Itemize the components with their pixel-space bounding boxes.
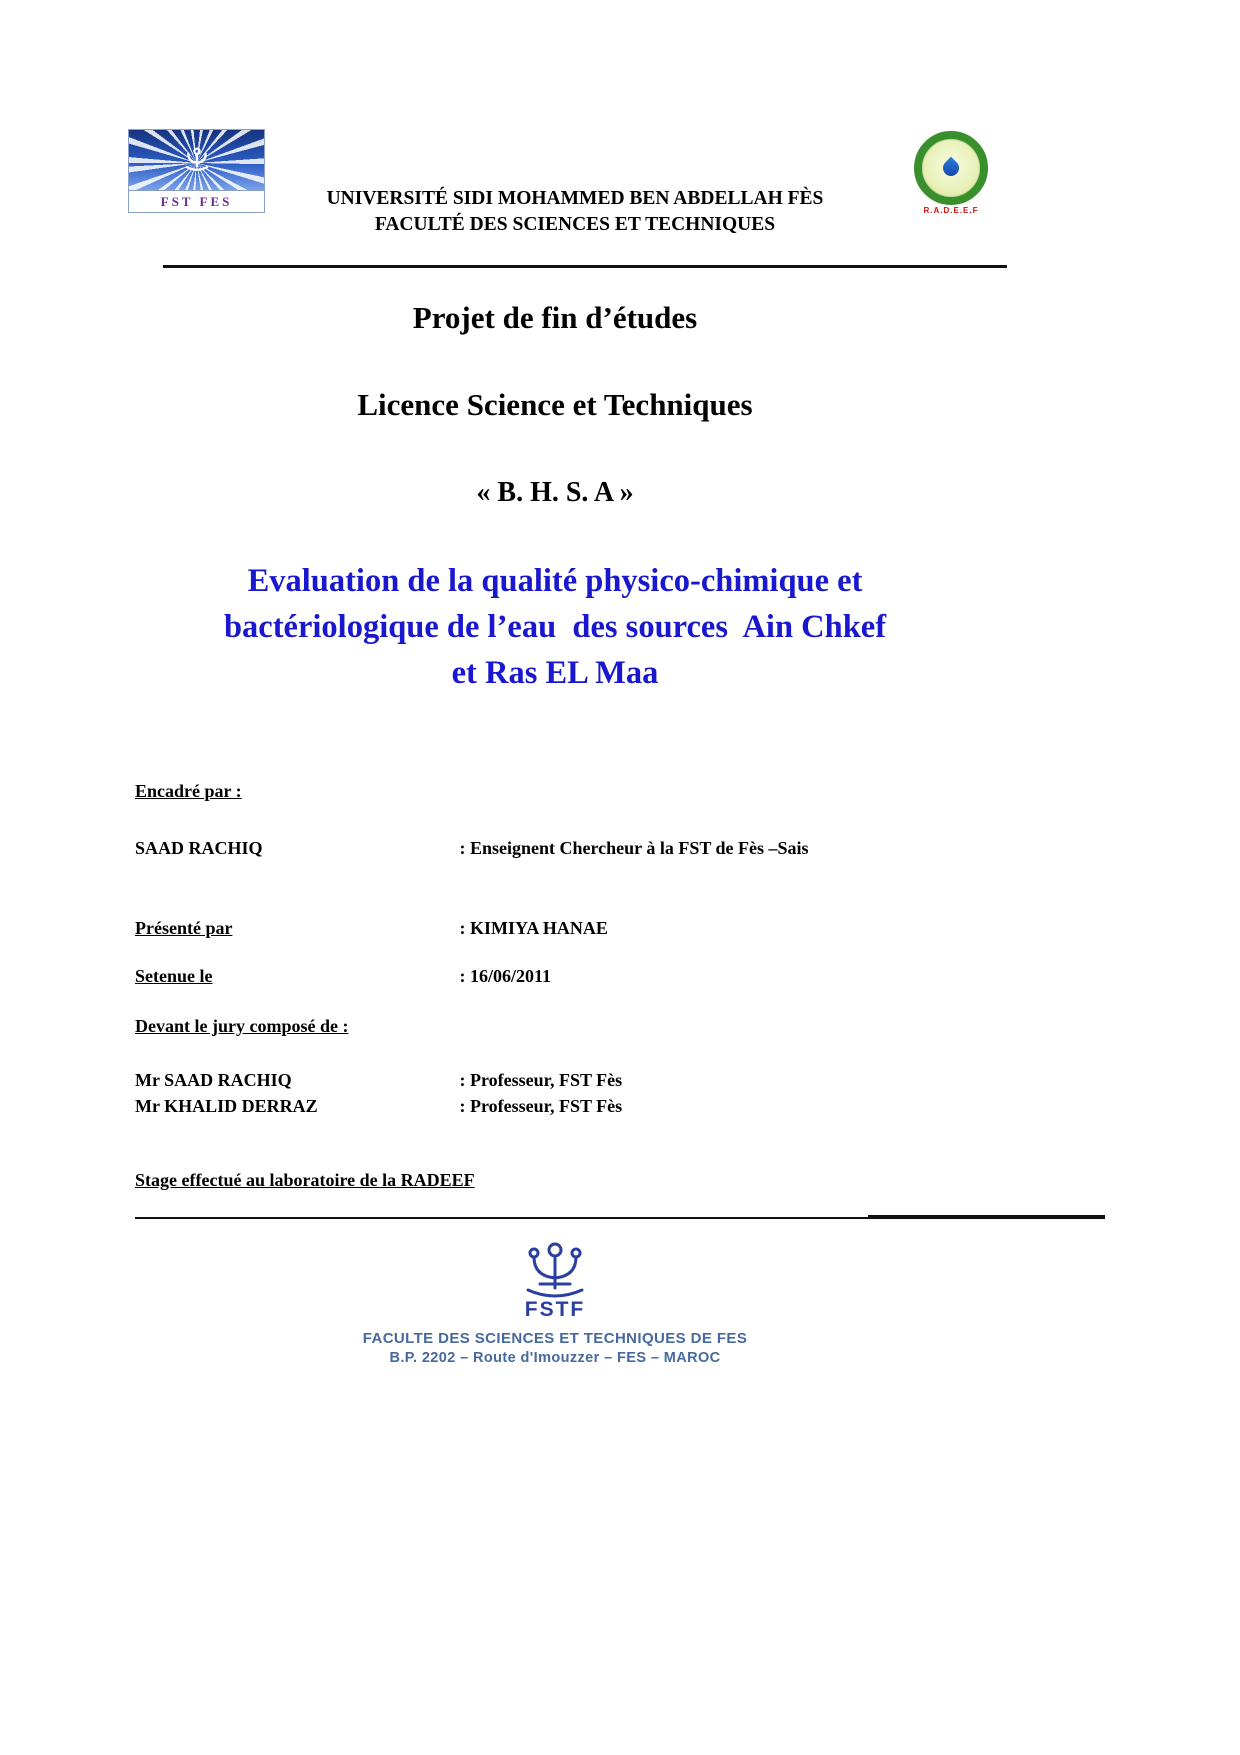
defense-date-row	[135, 966, 551, 987]
university-name: UNIVERSITÉ SIDI MOHAMMED BEN ABDELLAH FÈS	[326, 188, 824, 209]
fst-emblem-icon	[180, 145, 214, 175]
radeef-logo-label: R.A.D.E.E.F	[923, 206, 979, 215]
jury-heading: Devant le jury composé de :	[135, 1016, 349, 1036]
supervised-by-label: Encadré par :	[135, 781, 242, 801]
bottom-divider-line-bold-segment	[868, 1215, 1105, 1219]
footer-faculty-line: FACULTE DES SCIENCES ET TECHNIQUES DE FES	[362, 1330, 748, 1347]
degree-title: Licence Science et Techniques	[357, 387, 753, 422]
jury-member-name: Mr SAAD RACHIQ	[135, 1070, 292, 1090]
code-title: « B. H. S. A »	[476, 477, 634, 508]
presented-by-value: : KIMIYA HANAE	[459, 918, 608, 938]
jury-member-name: Mr KHALID DERRAZ	[135, 1096, 318, 1116]
thesis-title-line-1: Evaluation de la qualité physico-chimique et	[247, 563, 863, 599]
jury-member-role: : Professeur, FST Fès	[459, 1070, 623, 1090]
presented-by-label: Présenté par	[135, 918, 233, 938]
fst-fes-logo-rays	[129, 130, 264, 190]
faculty-name: FACULTÉ DES SCIENCES ET TECHNIQUES	[374, 214, 776, 236]
fst-fes-logo-label: FST FES	[129, 190, 264, 212]
jury-member-row	[135, 1070, 622, 1091]
internship-note: Stage effectué au laboratoire de la RADEEF	[135, 1170, 475, 1190]
jury-member-role: : Professeur, FST Fès	[459, 1096, 623, 1116]
fstf-emblem-icon	[509, 1240, 601, 1302]
top-divider-line	[163, 265, 1007, 268]
footer	[0, 1240, 1110, 1366]
supervisor-role: : Enseignent Chercheur à la FST de Fès –Sais	[459, 838, 809, 858]
thesis-title-line-3: et Ras EL Maa	[451, 655, 659, 692]
thesis-title	[0, 558, 1110, 696]
thesis-title-line-2: bactériologique de l’eau des sources Ain Chkef	[223, 609, 887, 646]
fstf-logo-text: FSTF	[524, 1298, 586, 1321]
defense-date-label: Setenue le	[135, 966, 213, 986]
university-header	[185, 186, 965, 239]
supervisor-row	[135, 838, 809, 859]
water-drop-icon	[940, 157, 963, 180]
presented-by-row	[135, 918, 608, 939]
jury-member-row	[135, 1096, 622, 1117]
defense-date-value: : 16/06/2011	[459, 966, 552, 986]
supervisor-name: SAAD RACHIQ	[135, 838, 263, 858]
project-title: Projet de fin d’études	[412, 300, 698, 335]
footer-address-line: B.P. 2202 – Route d'Imouzzer – FES – MAROC	[389, 1350, 721, 1366]
